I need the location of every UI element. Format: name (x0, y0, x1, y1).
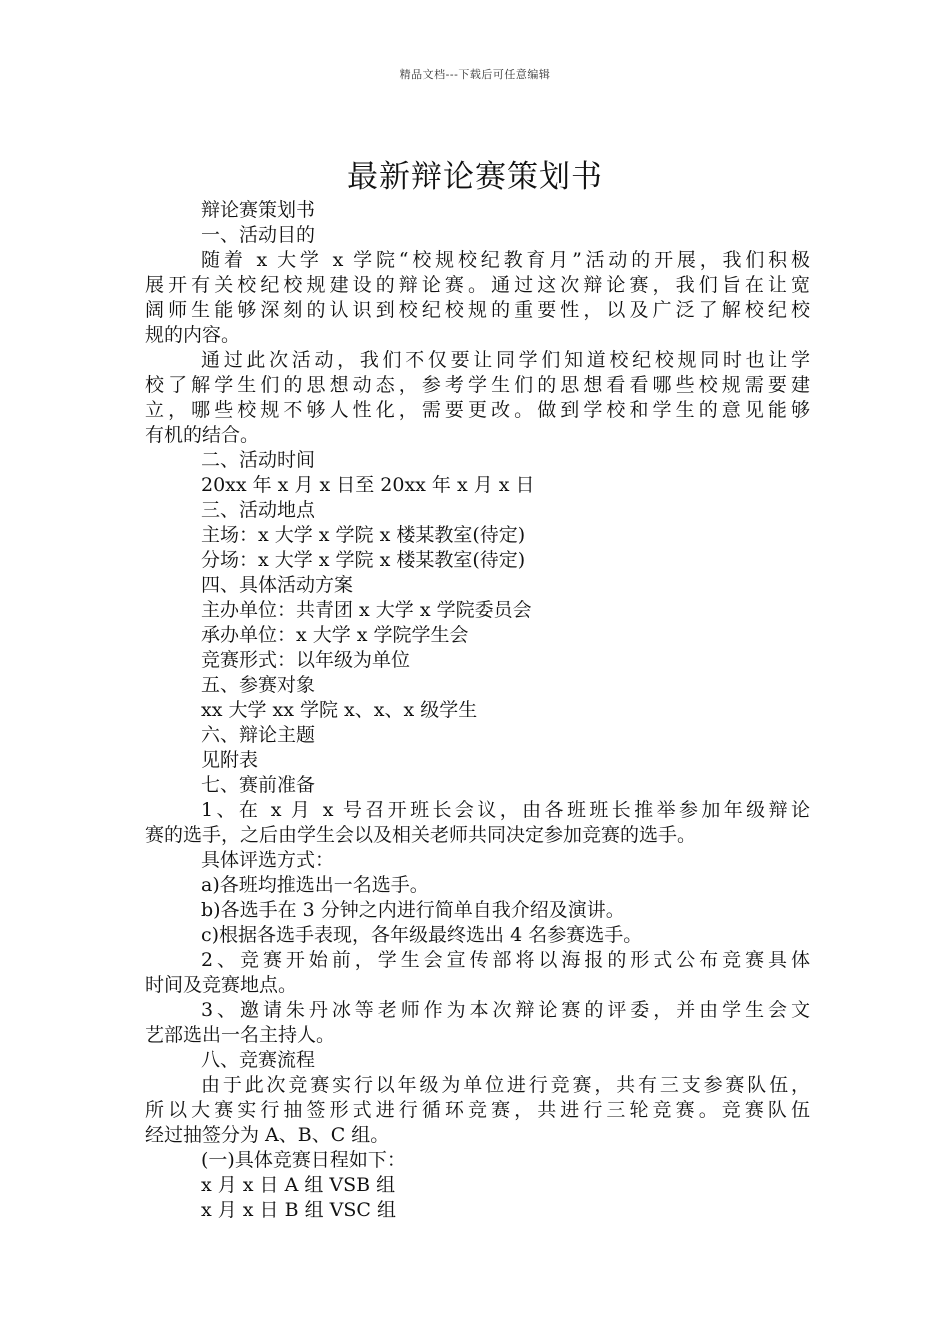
list-item: b)各选手在 3 分钟之内进行简单自我介绍及演讲。 (201, 899, 625, 921)
paragraph-line: 主场：x 大学 x 学院 x 楼某教室(待定) (201, 524, 526, 546)
paragraph-line: 赛的选手，之后由学生会以及相关老师共同决定参加竞赛的选手。 (145, 824, 697, 846)
paragraph-line: 立，哪些校规不够人性化，需要更改。做到学校和学生的意见能够 (145, 399, 810, 421)
paragraph-line: 阔师生能够深刻的认识到校纪校规的重要性，以及广泛了解校纪校 (145, 299, 810, 321)
section-heading: 八、竞赛流程 (201, 1049, 316, 1071)
paragraph-line: 经过抽签分为 A、B、C 组。 (145, 1124, 390, 1146)
section-heading: 五、参赛对象 (201, 674, 316, 696)
paragraph-line: 有机的结合。 (145, 424, 260, 446)
paragraph-line: 竞赛形式：以年级为单位 (201, 649, 411, 671)
paragraph-line: 20xx 年 x 月 x 日至 20xx 年 x 月 x 日 (201, 474, 535, 496)
paragraph-line: 分场：x 大学 x 学院 x 楼某教室(待定) (201, 549, 526, 571)
paragraph-line: 3、邀请朱丹冰等老师作为本次辩论赛的评委，并由学生会文 (201, 999, 810, 1021)
paragraph-line: (一)具体竞赛日程如下： (201, 1149, 406, 1171)
paragraph-line: 通过此次活动，我们不仅要让同学们知道校纪校规同时也让学 (201, 349, 810, 371)
paragraph-line: 1、在 x 月 x 号召开班长会议，由各班班长推举参加年级辩论 (201, 799, 810, 821)
paragraph-line: 由于此次竞赛实行以年级为单位进行竞赛，共有三支参赛队伍， (201, 1074, 810, 1096)
section-heading: 六、辩论主题 (201, 724, 316, 746)
paragraph-line: 所以大赛实行抽签形式进行循环竞赛，共进行三轮竞赛。竞赛队伍 (145, 1099, 810, 1121)
paragraph-line: 主办单位：共青团 x 大学 x 学院委员会 (201, 599, 532, 621)
paragraph-line: 随着 x 大学 x 学院“校规校纪教育月”活动的开展，我们积极 (201, 249, 810, 271)
schedule-item: x 月 x 日 A 组 VSB 组 (201, 1174, 396, 1196)
section-heading: 三、活动地点 (201, 499, 316, 521)
header-note: 精品文档---下载后可任意编辑 (399, 68, 551, 81)
paragraph-line: 校了解学生们的思想动态，参考学生们的思想看看哪些校规需要建 (145, 374, 810, 396)
subtitle: 辩论赛策划书 (201, 199, 316, 221)
paragraph-line: 规的内容。 (145, 324, 241, 346)
document-title: 最新辩论赛策划书 (347, 158, 603, 195)
paragraph-line: 具体评选方式： (201, 849, 335, 871)
section-heading: 二、活动时间 (201, 449, 316, 471)
list-item: c)根据各选手表现，各年级最终选出 4 名参赛选手。 (201, 924, 643, 946)
section-heading: 四、具体活动方案 (201, 574, 354, 596)
paragraph-line: 艺部选出一名主持人。 (145, 1024, 336, 1046)
paragraph-line: 时间及竞赛地点。 (145, 974, 298, 996)
paragraph-line: 展开有关校纪校规建设的辩论赛。通过这次辩论赛，我们旨在让宽 (145, 274, 810, 296)
paragraph-line: 见附表 (201, 749, 259, 771)
list-item: a)各班均推选出一名选手。 (201, 874, 429, 896)
schedule-item: x 月 x 日 B 组 VSC 组 (201, 1199, 396, 1221)
paragraph-line: 2、竞赛开始前，学生会宣传部将以海报的形式公布竞赛具体 (201, 949, 810, 971)
section-heading: 一、活动目的 (201, 224, 316, 246)
document-body (145, 198, 810, 1223)
section-heading: 七、赛前准备 (201, 774, 316, 796)
paragraph-line: 承办单位：x 大学 x 学院学生会 (201, 624, 469, 646)
paragraph-line: xx 大学 xx 学院 x、x、x 级学生 (201, 699, 478, 721)
